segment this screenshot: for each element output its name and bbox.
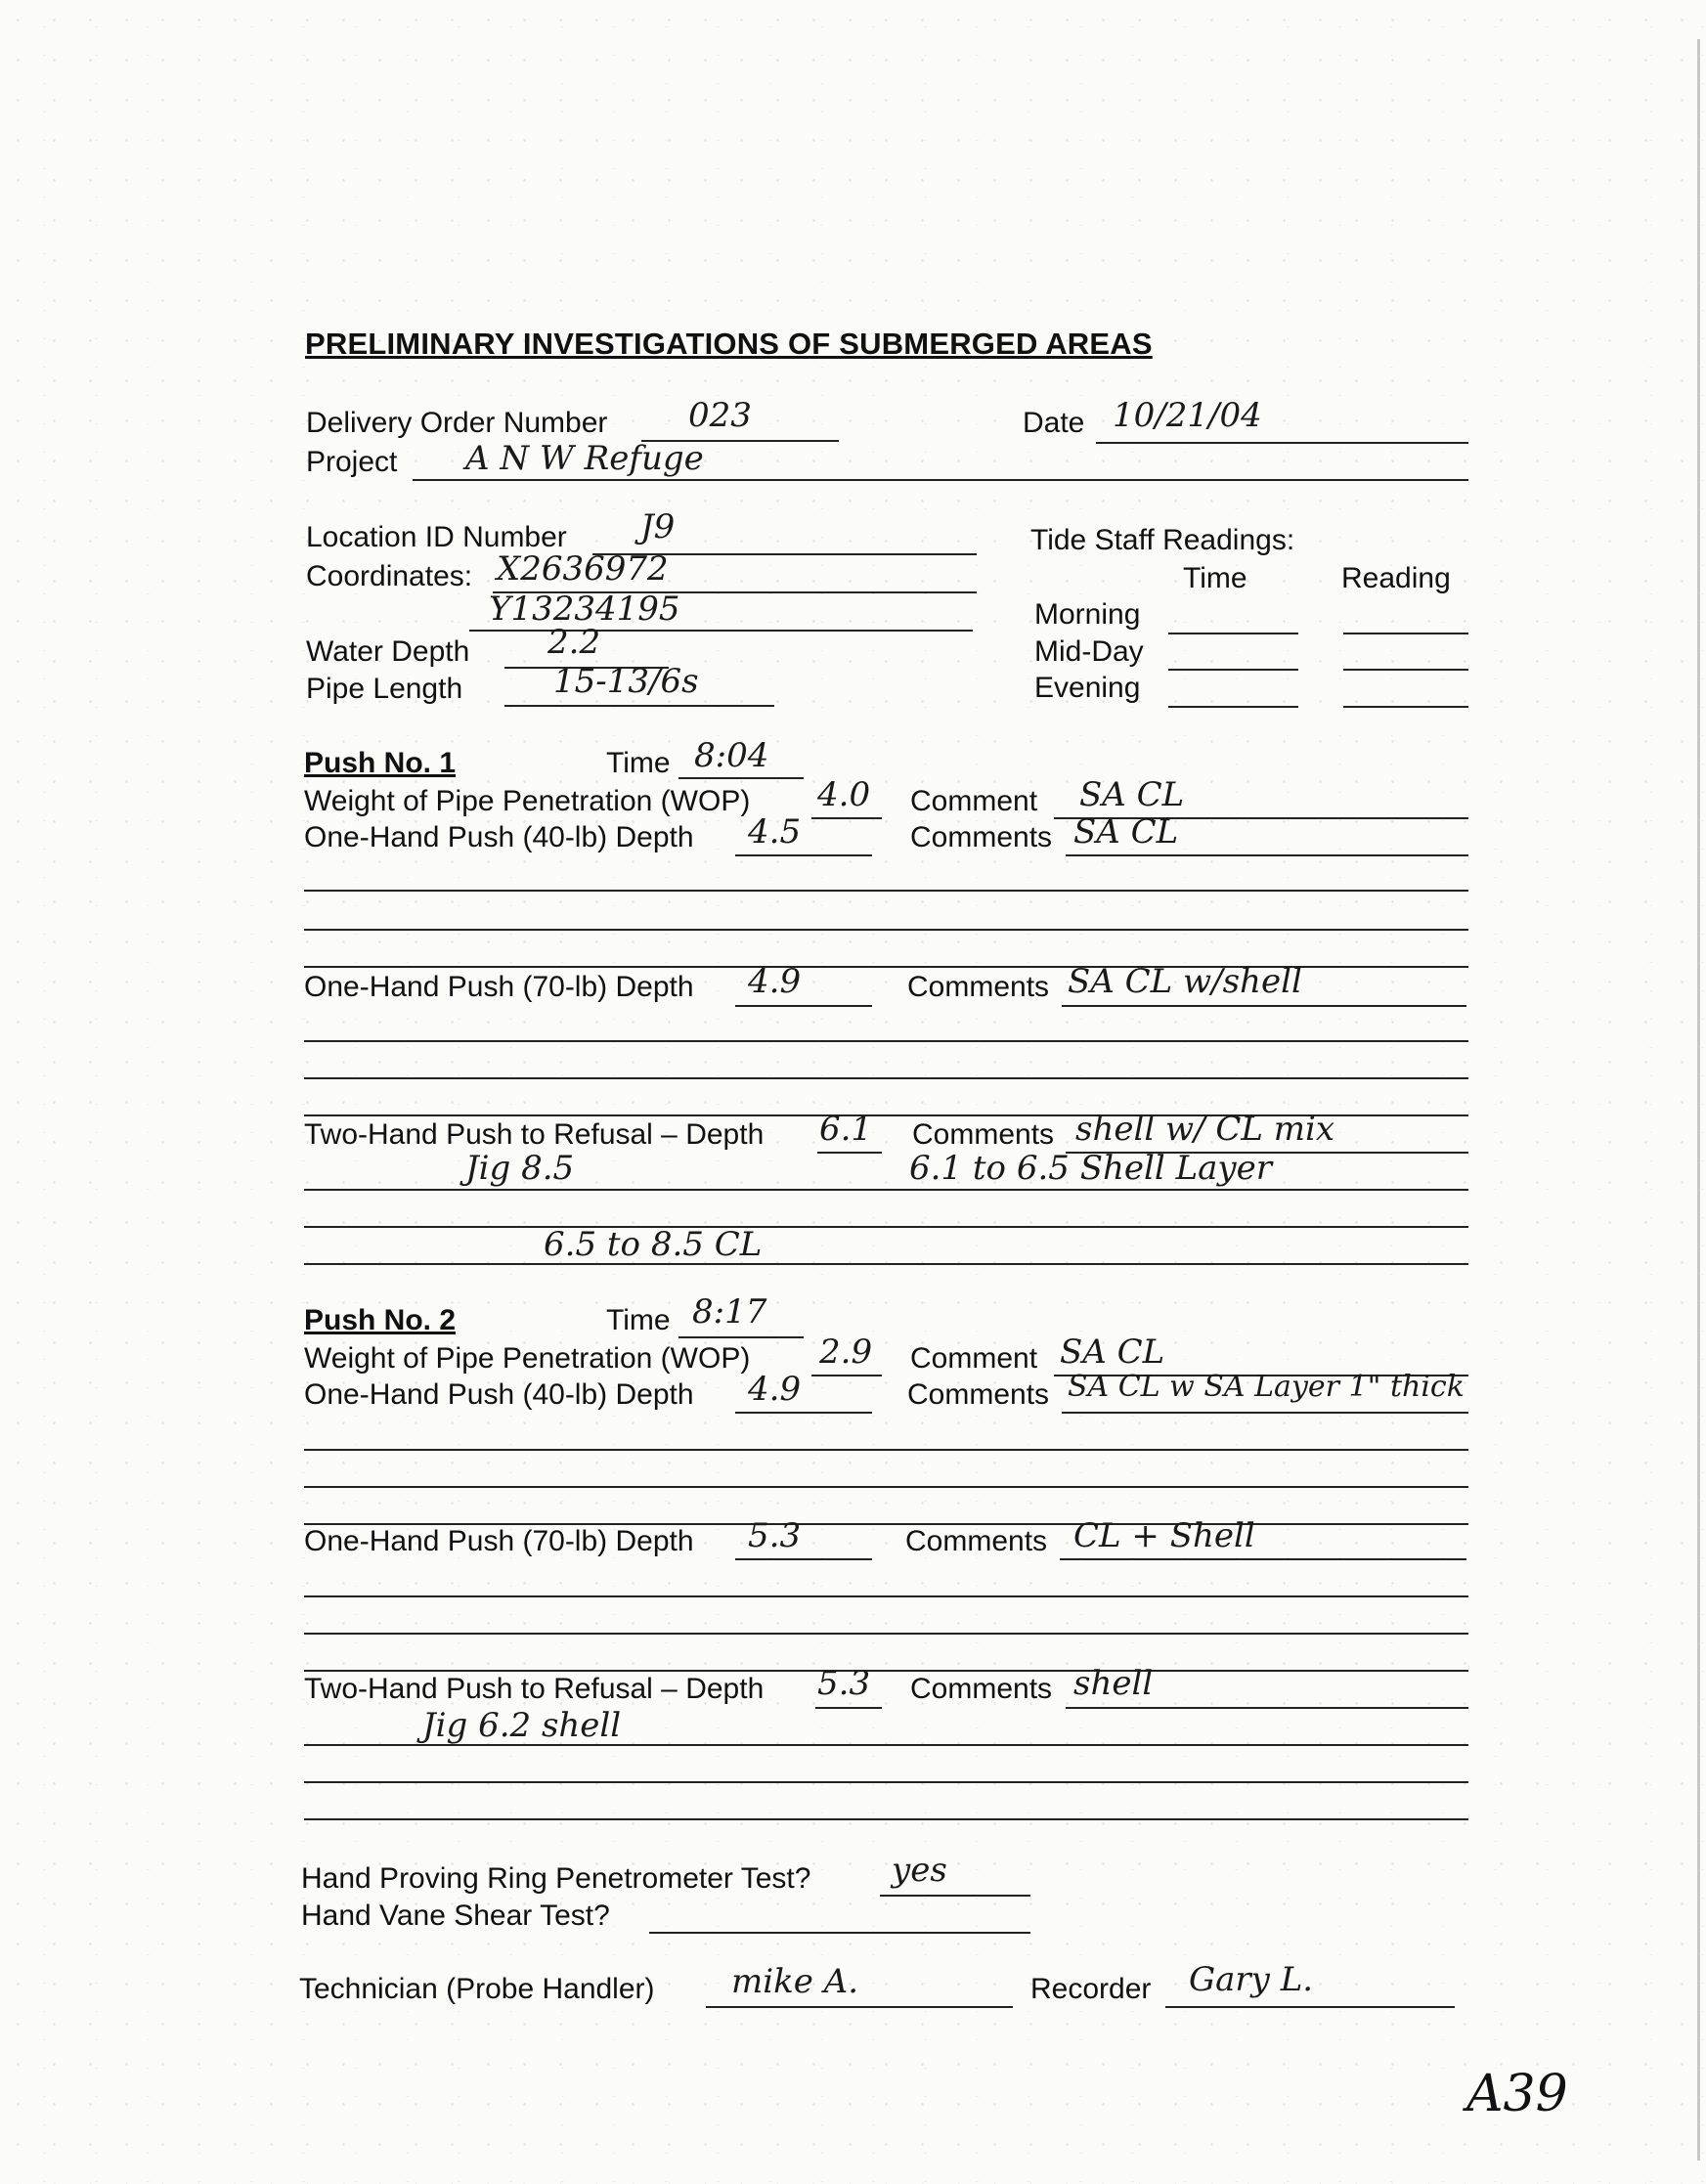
technician-label: Technician (Probe Handler) — [299, 1973, 655, 2005]
push2-blank-line-6 — [304, 1670, 1468, 1672]
pipe-length-line — [504, 705, 774, 707]
push2-40lb-comments-line — [1062, 1412, 1468, 1414]
push1-70lb-comments-value[interactable]: SA CL w/shell — [1068, 962, 1302, 1001]
push2-two-hand-label: Two-Hand Push to Refusal – Depth — [304, 1673, 765, 1705]
recorder-label: Recorder — [1030, 1973, 1152, 2005]
push2-70lb-line — [735, 1558, 872, 1560]
push1-note-shell-layer[interactable]: 6.1 to 6.5 Shell Layer — [909, 1149, 1272, 1188]
push1-two-hand-value[interactable]: 6.1 — [819, 1110, 873, 1149]
delivery-order-label: Delivery Order Number — [306, 407, 608, 439]
tide-morning-label: Morning — [1034, 598, 1141, 631]
push1-40lb-line — [735, 854, 872, 856]
push1-time-line — [678, 777, 804, 779]
push2-two-hand-comments-line — [1066, 1707, 1468, 1709]
push1-40lb-comments-line — [1066, 854, 1468, 856]
push2-blank-line-4 — [304, 1595, 1468, 1597]
tide-evening-reading-line — [1343, 706, 1468, 708]
push2-note-line-3 — [304, 1818, 1468, 1820]
push1-40lb-value[interactable]: 4.5 — [748, 812, 802, 852]
push2-two-hand-comments-value[interactable]: shell — [1073, 1664, 1154, 1703]
coord-x-value[interactable]: X2636972 — [497, 549, 669, 589]
push1-70lb-comments-line — [1062, 1005, 1466, 1007]
push1-70lb-comments-label: Comments — [907, 971, 1050, 1003]
push2-blank-line-2 — [304, 1486, 1468, 1488]
tide-midday-label: Mid-Day — [1034, 635, 1144, 668]
push1-40lb-comments-value[interactable]: SA CL — [1073, 812, 1179, 852]
tide-evening-label: Evening — [1034, 672, 1141, 704]
push1-note-jig[interactable]: Jig 8.5 — [465, 1149, 575, 1188]
date-value[interactable]: 10/21/04 — [1113, 396, 1262, 435]
tide-reading-header: Reading — [1341, 562, 1451, 594]
push2-70lb-label: One-Hand Push (70-lb) Depth — [304, 1525, 694, 1557]
push1-wop-value[interactable]: 4.0 — [817, 775, 871, 814]
push2-time-label: Time — [606, 1304, 671, 1336]
push1-wop-line — [811, 817, 882, 819]
push1-blank-line-4 — [304, 1040, 1468, 1042]
push2-two-hand-value[interactable]: 5.3 — [817, 1664, 871, 1703]
push2-40lb-comments-value[interactable]: SA CL w SA Layer 1" thick — [1068, 1370, 1465, 1404]
tide-morning-reading-line — [1343, 633, 1468, 634]
push1-wop-comment-value[interactable]: SA CL — [1079, 775, 1185, 814]
push1-70lb-label: One-Hand Push (70-lb) Depth — [304, 971, 694, 1003]
push1-heading: Push No. 1 — [304, 747, 457, 779]
push2-wop-label: Weight of Pipe Penetration (WOP) — [304, 1342, 751, 1375]
push1-two-hand-line — [817, 1152, 882, 1154]
tide-midday-time-line — [1168, 669, 1298, 671]
push2-40lb-line — [735, 1412, 872, 1414]
tide-time-header: Time — [1183, 562, 1247, 594]
coord-y-line — [469, 630, 973, 632]
push1-two-hand-comments-value[interactable]: shell w/ CL mix — [1075, 1110, 1335, 1149]
push1-two-hand-comments-label: Comments — [912, 1118, 1055, 1151]
water-depth-value[interactable]: 2.2 — [547, 623, 601, 662]
project-line — [413, 479, 1468, 481]
push1-note-line-2 — [304, 1226, 1468, 1228]
scan-edge — [1697, 39, 1700, 2161]
push2-note-jig[interactable]: Jig 6.2 shell — [422, 1706, 622, 1745]
recorder-line — [1165, 2006, 1455, 2008]
push1-time-value[interactable]: 8:04 — [694, 736, 769, 775]
tide-staff-label: Tide Staff Readings: — [1030, 524, 1295, 556]
push1-blank-line-1 — [304, 890, 1468, 892]
push2-heading: Push No. 2 — [304, 1304, 457, 1336]
location-id-value[interactable]: J9 — [640, 507, 676, 546]
coordinates-label: Coordinates: — [306, 560, 473, 592]
technician-line — [706, 2006, 1013, 2008]
form-title: PRELIMINARY INVESTIGATIONS OF SUBMERGED AREAS — [305, 327, 1153, 361]
pipe-length-value[interactable]: 15-13/6s — [553, 662, 699, 701]
hand-ring-label: Hand Proving Ring Penetrometer Test? — [301, 1862, 811, 1895]
project-value[interactable]: A N W Refuge — [465, 439, 704, 478]
push2-time-line — [678, 1336, 804, 1338]
push1-blank-line-5 — [304, 1077, 1468, 1079]
push1-40lb-comments-label: Comments — [910, 821, 1053, 853]
pipe-length-label: Pipe Length — [306, 673, 463, 705]
push2-wop-line — [811, 1375, 882, 1376]
date-line — [1096, 442, 1468, 444]
push2-two-hand-comments-label: Comments — [910, 1673, 1053, 1705]
tide-evening-time-line — [1168, 706, 1298, 708]
tide-morning-time-line — [1168, 633, 1298, 634]
push2-time-value[interactable]: 8:17 — [692, 1292, 767, 1332]
hand-ring-value[interactable]: yes — [892, 1851, 947, 1890]
push1-two-hand-label: Two-Hand Push to Refusal – Depth — [304, 1118, 765, 1151]
water-depth-label: Water Depth — [306, 635, 470, 668]
push1-note-line-1 — [304, 1189, 1468, 1191]
push1-70lb-value[interactable]: 4.9 — [748, 962, 802, 1001]
push1-40lb-label: One-Hand Push (40-lb) Depth — [304, 821, 694, 853]
push1-time-label: Time — [606, 747, 671, 779]
push2-blank-line-5 — [304, 1633, 1468, 1635]
hand-vane-label: Hand Vane Shear Test? — [301, 1900, 610, 1932]
push2-note-line-2 — [304, 1781, 1468, 1783]
coord-y-value[interactable]: Y13234195 — [489, 590, 680, 629]
location-id-label: Location ID Number — [306, 521, 567, 553]
push1-wop-label: Weight of Pipe Penetration (WOP) — [304, 785, 751, 817]
push2-blank-line-1 — [304, 1449, 1468, 1451]
push1-wop-comment-label: Comment — [910, 785, 1038, 817]
hand-vane-line — [649, 1932, 1030, 1934]
push2-40lb-value[interactable]: 4.9 — [748, 1370, 802, 1409]
push2-two-hand-line — [815, 1707, 882, 1709]
technician-value[interactable]: mike A. — [731, 1962, 859, 2001]
push1-note-cl[interactable]: 6.5 to 8.5 CL — [544, 1225, 763, 1264]
push2-40lb-comments-label: Comments — [907, 1378, 1050, 1411]
page-number: A39 — [1466, 2065, 1568, 2123]
push2-70lb-comments-value[interactable]: CL + Shell — [1073, 1516, 1255, 1555]
push2-70lb-value[interactable]: 5.3 — [748, 1516, 802, 1555]
hand-ring-line — [880, 1895, 1030, 1897]
push1-blank-line-2 — [304, 929, 1468, 931]
push2-wop-value[interactable]: 2.9 — [819, 1332, 873, 1372]
push1-70lb-line — [735, 1005, 872, 1007]
push2-70lb-comments-label: Comments — [905, 1525, 1048, 1557]
date-label: Date — [1023, 407, 1085, 439]
push2-wop-comment-value[interactable]: SA CL — [1060, 1332, 1165, 1372]
push1-note-line-3 — [304, 1263, 1468, 1265]
push2-wop-comment-label: Comment — [910, 1342, 1038, 1375]
push2-40lb-label: One-Hand Push (40-lb) Depth — [304, 1378, 694, 1411]
tide-midday-reading-line — [1343, 669, 1468, 671]
project-label: Project — [306, 446, 398, 478]
recorder-value[interactable]: Gary L. — [1189, 1960, 1314, 1999]
push2-70lb-comments-line — [1060, 1558, 1466, 1560]
delivery-order-value[interactable]: 023 — [688, 396, 752, 435]
